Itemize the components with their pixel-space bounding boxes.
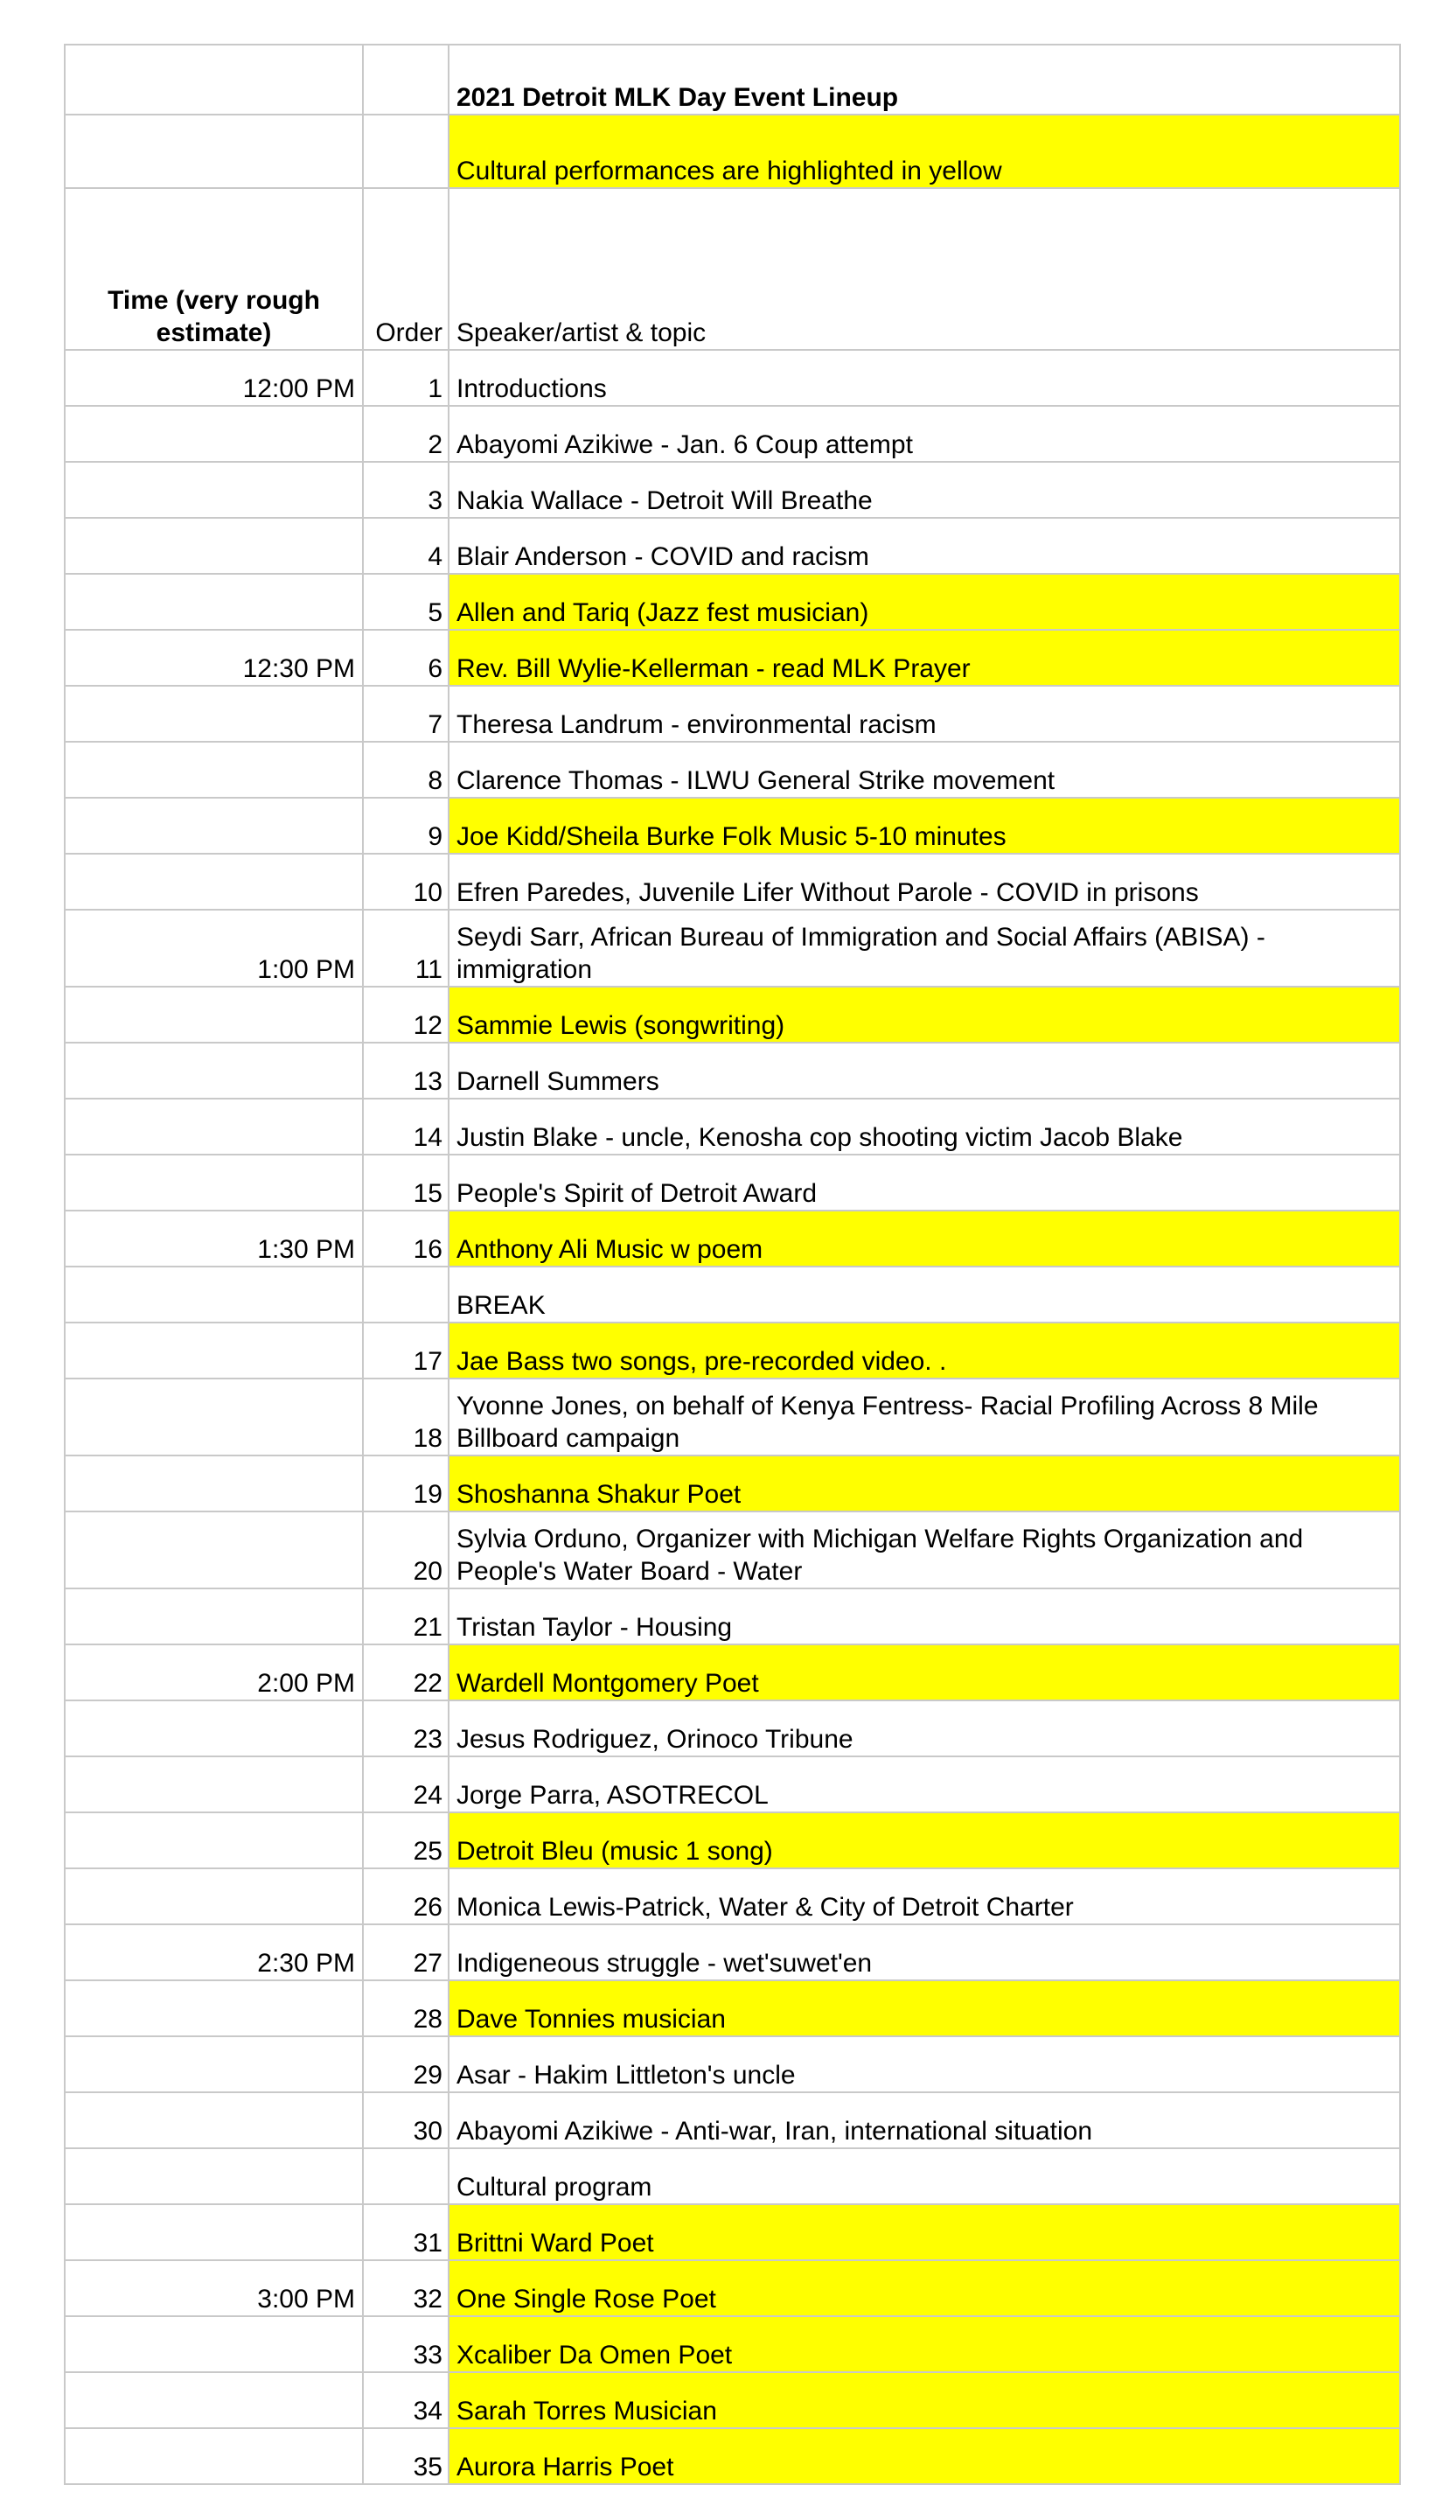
row-topic: Rev. Bill Wylie-Kellerman - read MLK Prayer [449,630,1400,686]
table-row [65,630,1400,686]
row-time [65,1043,363,1099]
row-topic: Clarence Thomas - ILWU General Strike movement [449,742,1400,798]
row-topic: Allen and Tariq (Jazz fest musician) [449,574,1400,630]
row-order: 7 [363,686,449,742]
row-order: 17 [363,1323,449,1379]
row-order [363,2148,449,2204]
table-row [65,2372,1400,2428]
row-topic: Monica Lewis-Patrick, Water & City of Detroit Charter [449,1868,1400,1924]
lineup-table [64,44,1401,2485]
table-row [65,1267,1400,1323]
header-topic: Speaker/artist & topic [449,188,1400,350]
row-order: 4 [363,518,449,574]
row-order: 6 [363,630,449,686]
table-row [65,350,1400,406]
row-topic: Introductions [449,350,1400,406]
row-order: 18 [363,1379,449,1455]
row-topic: Nakia Wallace - Detroit Will Breathe [449,462,1400,518]
row-topic: Joe Kidd/Sheila Burke Folk Music 5-10 minutes [449,798,1400,854]
note-row [65,115,1400,188]
table-row [65,1455,1400,1511]
row-time [65,1099,363,1155]
table-row [65,1043,1400,1099]
header-time: Time (very rough estimate) [65,188,363,350]
table-row [65,1099,1400,1155]
row-order: 13 [363,1043,449,1099]
row-time [65,1511,363,1588]
title-order-cell [363,45,449,115]
row-topic: Jorge Parra, ASOTRECOL [449,1756,1400,1812]
table-row [65,2428,1400,2484]
row-order: 23 [363,1700,449,1756]
row-time: 1:30 PM [65,1211,363,1267]
table-row [65,2204,1400,2260]
table-row [65,798,1400,854]
row-order: 26 [363,1868,449,1924]
row-order: 34 [363,2372,449,2428]
table-row [65,1924,1400,1980]
row-order: 9 [363,798,449,854]
row-order: 8 [363,742,449,798]
table-row [65,686,1400,742]
row-time [65,2036,363,2092]
table-row [65,1868,1400,1924]
row-topic: Yvonne Jones, on behalf of Kenya Fentress- Racial Profiling Across 8 Mile Billboard campaign [449,1379,1400,1455]
row-time [65,1379,363,1455]
row-order: 12 [363,987,449,1043]
header-order: Order [363,188,449,350]
note-time-cell [65,115,363,188]
table-row [65,462,1400,518]
row-topic: Sylvia Orduno, Organizer with Michigan Welfare Rights Organization and People's Water Board - Water [449,1511,1400,1588]
title-time-cell [65,45,363,115]
row-time [65,1700,363,1756]
row-time [65,1868,363,1924]
row-time [65,2092,363,2148]
row-time: 2:30 PM [65,1924,363,1980]
row-order: 15 [363,1155,449,1211]
row-topic: Abayomi Azikiwe - Jan. 6 Coup attempt [449,406,1400,462]
row-time [65,2372,363,2428]
row-topic: Sammie Lewis (songwriting) [449,987,1400,1043]
row-topic: Indigeneous struggle - wet'suwet'en [449,1924,1400,1980]
row-topic: Justin Blake - uncle, Kenosha cop shooting victim Jacob Blake [449,1099,1400,1155]
row-time [65,987,363,1043]
row-time [65,2316,363,2372]
row-topic: Shoshanna Shakur Poet [449,1455,1400,1511]
row-topic: Abayomi Azikiwe - Anti-war, Iran, international situation [449,2092,1400,2148]
row-topic: Jae Bass two songs, pre-recorded video. . [449,1323,1400,1379]
row-time [65,798,363,854]
table-row [65,574,1400,630]
row-topic: Sarah Torres Musician [449,2372,1400,2428]
row-topic: Dave Tonnies musician [449,1980,1400,2036]
row-order: 27 [363,1924,449,1980]
row-topic: Aurora Harris Poet [449,2428,1400,2484]
row-topic: Darnell Summers [449,1043,1400,1099]
row-time [65,462,363,518]
row-order: 19 [363,1455,449,1511]
row-order: 32 [363,2260,449,2316]
row-topic: One Single Rose Poet [449,2260,1400,2316]
table-row [65,1812,1400,1868]
table-row [65,1155,1400,1211]
row-time [65,1756,363,1812]
row-time: 1:00 PM [65,910,363,987]
table-row [65,1756,1400,1812]
row-time [65,1455,363,1511]
table-row [65,1644,1400,1700]
table-row [65,742,1400,798]
row-order: 3 [363,462,449,518]
title-row [65,45,1400,115]
table-row [65,406,1400,462]
table-row [65,854,1400,910]
row-time [65,1588,363,1644]
row-topic: Wardell Montgomery Poet [449,1644,1400,1700]
row-order: 20 [363,1511,449,1588]
row-time [65,518,363,574]
row-time [65,742,363,798]
row-order: 5 [363,574,449,630]
highlight-note: Cultural performances are highlighted in yellow [449,115,1400,188]
row-order: 25 [363,1812,449,1868]
row-order: 35 [363,2428,449,2484]
table-row [65,518,1400,574]
table-row [65,2148,1400,2204]
table-row [65,1980,1400,2036]
table-row [65,1379,1400,1455]
row-topic: Xcaliber Da Omen Poet [449,2316,1400,2372]
row-order: 22 [363,1644,449,1700]
row-time [65,854,363,910]
lineup-table-body [65,45,1400,2484]
row-topic: Efren Paredes, Juvenile Lifer Without Parole - COVID in prisons [449,854,1400,910]
row-order: 14 [363,1099,449,1155]
row-time: 3:00 PM [65,2260,363,2316]
row-order: 10 [363,854,449,910]
row-time [65,1812,363,1868]
row-order: 21 [363,1588,449,1644]
table-row [65,1700,1400,1756]
table-row [65,2036,1400,2092]
row-topic: Blair Anderson - COVID and racism [449,518,1400,574]
row-time: 2:00 PM [65,1644,363,1700]
row-topic: Seydi Sarr, African Bureau of Immigration and Social Affairs (ABISA) - immigration [449,910,1400,987]
table-row [65,987,1400,1043]
row-order: 29 [363,2036,449,2092]
document-title: 2021 Detroit MLK Day Event Lineup [449,45,1400,115]
table-row [65,2260,1400,2316]
row-time: 12:30 PM [65,630,363,686]
row-order: 24 [363,1756,449,1812]
row-topic: Anthony Ali Music w poem [449,1211,1400,1267]
row-time [65,686,363,742]
table-row [65,2316,1400,2372]
row-time [65,1155,363,1211]
row-time [65,406,363,462]
row-topic: Cultural program [449,2148,1400,2204]
row-order: 30 [363,2092,449,2148]
table-row [65,1588,1400,1644]
row-topic: Brittni Ward Poet [449,2204,1400,2260]
row-topic: People's Spirit of Detroit Award [449,1155,1400,1211]
row-order: 2 [363,406,449,462]
row-order [363,1267,449,1323]
note-order-cell [363,115,449,188]
row-order: 31 [363,2204,449,2260]
row-time: 12:00 PM [65,350,363,406]
row-order: 11 [363,910,449,987]
row-time [65,2204,363,2260]
row-topic: Detroit Bleu (music 1 song) [449,1812,1400,1868]
row-time [65,1267,363,1323]
row-time [65,2428,363,2484]
row-topic: Jesus Rodriguez, Orinoco Tribune [449,1700,1400,1756]
row-topic: BREAK [449,1267,1400,1323]
row-time [65,1323,363,1379]
row-topic: Asar - Hakim Littleton's uncle [449,2036,1400,2092]
header-row [65,188,1400,350]
row-order: 16 [363,1211,449,1267]
row-topic: Theresa Landrum - environmental racism [449,686,1400,742]
row-topic: Tristan Taylor - Housing [449,1588,1400,1644]
row-time [65,574,363,630]
row-order: 28 [363,1980,449,2036]
table-row [65,1323,1400,1379]
row-time [65,1980,363,2036]
table-row [65,2092,1400,2148]
table-row [65,910,1400,987]
table-row [65,1211,1400,1267]
row-order: 1 [363,350,449,406]
row-time [65,2148,363,2204]
row-order: 33 [363,2316,449,2372]
table-row [65,1511,1400,1588]
